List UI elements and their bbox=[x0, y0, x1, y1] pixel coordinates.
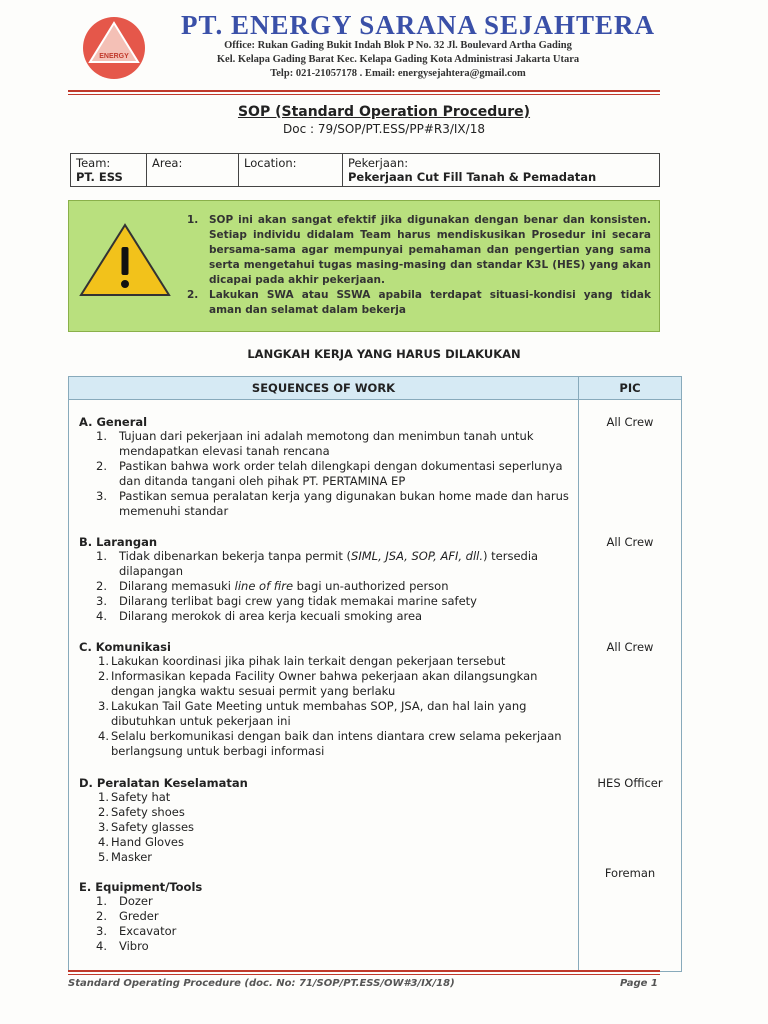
list-item: 4. Dilarang merokok di area kerja kecuali smoking area bbox=[96, 609, 423, 623]
team-label: Team: bbox=[76, 156, 111, 170]
header-rule bbox=[68, 90, 660, 92]
team-cell bbox=[71, 154, 147, 186]
location-label: Location: bbox=[244, 156, 297, 170]
team-info-table bbox=[70, 153, 660, 187]
company-address-line2: Kel. Kelapa Gading Barat Kec. Kelapa Gading Kota Administrasi Jakarta Utara bbox=[216, 54, 580, 65]
list-item: 2. Dilarang memasuki line of fire bagi un-authorized person bbox=[96, 579, 449, 593]
area-cell bbox=[147, 154, 239, 186]
list-item: 3. Excavator bbox=[96, 924, 177, 938]
list-item: 3. Pastikan semua peralatan kerja yang digunakan bukan home made dan harus memenuhi standar bbox=[96, 489, 569, 518]
team-value: PT. ESS bbox=[76, 170, 123, 184]
location-cell bbox=[239, 154, 343, 186]
company-name: PT. ENERGY SARANA SEJAHTERA bbox=[180, 10, 656, 40]
pic-general: All Crew bbox=[606, 415, 654, 429]
pic-equipment: Foreman bbox=[604, 866, 656, 880]
footer-rule-thin bbox=[68, 974, 660, 975]
list-item: 2. Safety shoes bbox=[98, 805, 185, 819]
warning-item-text: Lakukan SWA atau SSWA apabila terdapat situasi-kondisi yang tidak aman dan selamat dalam bekerja bbox=[209, 289, 651, 316]
section-peralatan bbox=[79, 776, 569, 865]
section-general bbox=[79, 415, 569, 519]
section-larangan bbox=[79, 535, 569, 624]
warning-item: 1. SOP ini akan sangat efektif jika digunakan dengan benar dan konsisten. Setiap individu didalam Team harus mendiskusikan Prosedur ini secara bersama-sama agar mempunyai pemahaman dan pengertian yang sama serta mengetahui tugas masing-masing dan standar K3L (HES) yang akan dicapai pada akhir pekerjaan. bbox=[187, 214, 651, 286]
list-item: 2. Greder bbox=[96, 909, 159, 923]
footer-page-number: Page 1 bbox=[620, 978, 658, 989]
pic-komunikasi: All Crew bbox=[606, 640, 654, 654]
job-cell bbox=[343, 154, 659, 186]
pic-larangan: All Crew bbox=[606, 535, 654, 549]
section-title: C. Komunikasi bbox=[79, 640, 171, 654]
footer-rule bbox=[68, 970, 660, 972]
column-divider bbox=[578, 377, 579, 971]
warning-box bbox=[68, 200, 660, 332]
list-item: 4. Vibro bbox=[96, 939, 149, 953]
list-item: 2. Pastikan bahwa work order telah dilengkapi dengan dokumentasi seperlunya dan ditanda tangani oleh pihak PT. PERTAMINA EP bbox=[96, 459, 563, 488]
list-item: 5. Masker bbox=[98, 850, 153, 864]
warning-item-text: SOP ini akan sangat efektif jika digunakan dengan benar dan konsisten. Setiap individu didalam Team harus mendiskusikan Prosedur ini secara bersama-sama agar mempunyai pemahaman dan pengertian yang sama serta mengetahui tugas masing-masing dan standar K3L (HES) yang akan dicapai pada akhir pekerjaan. bbox=[209, 214, 651, 286]
section-title: E. Equipment/Tools bbox=[79, 880, 203, 894]
column-header-sequences: SEQUENCES OF WORK bbox=[251, 381, 396, 395]
sequences-table bbox=[68, 376, 682, 972]
column-header-pic: PIC bbox=[619, 381, 641, 395]
section-title: D. Peralatan Keselamatan bbox=[79, 776, 248, 790]
list-item: 3. Safety glasses bbox=[98, 820, 195, 834]
section-equipment bbox=[79, 880, 569, 954]
list-item: 3. Lakukan Tail Gate Meeting untuk membahas SOP, JSA, dan hal lain yang dibutuhkan untuk pekerjaan ini bbox=[98, 699, 527, 728]
warning-triangle-icon bbox=[77, 221, 173, 299]
job-value: Pekerjaan Cut Fill Tanah & Pemadatan bbox=[348, 170, 597, 184]
area-label: Area: bbox=[152, 156, 183, 170]
list-item: 4. Selalu berkomunikasi dengan baik dan intens diantara crew selama pekerjaan berlangsung untuk berbagi informasi bbox=[98, 729, 562, 758]
section-title: B. Larangan bbox=[79, 535, 158, 549]
section-komunikasi bbox=[79, 640, 569, 759]
warning-item: 2. Lakukan SWA atau SSWA apabila terdapat situasi-kondisi yang tidak aman dan selamat dalam bekerja bbox=[187, 289, 651, 316]
document-title: SOP (Standard Operation Procedure) bbox=[237, 104, 531, 120]
footer-doc-reference: Standard Operating Procedure (doc. No: 71/SOP/PT.ESS/OW#3/IX/18) bbox=[68, 978, 455, 989]
section-title: A. General bbox=[79, 415, 148, 429]
pic-peralatan: HES Officer bbox=[597, 776, 663, 790]
company-logo bbox=[76, 12, 160, 82]
header-rule-thin bbox=[68, 94, 660, 95]
company-address-line1: Office: Rukan Gading Bukit Indah Blok P No. 32 Jl. Boulevard Artha Gading bbox=[224, 40, 572, 51]
section-heading: LANGKAH KERJA YANG HARUS DILAKUKAN bbox=[247, 347, 521, 361]
list-item: 4. Hand Gloves bbox=[98, 835, 184, 849]
list-item: 1. Safety hat bbox=[98, 790, 171, 804]
list-item: 3. Dilarang terlibat bagi crew yang tidak memakai marine safety bbox=[96, 594, 477, 608]
job-label: Pekerjaan: bbox=[348, 156, 409, 170]
document-number: Doc : 79/SOP/PT.ESS/PP#R3/IX/18 bbox=[283, 122, 485, 136]
list-item: 1. Tidak dibenarkan bekerja tanpa permit (SIML, JSA, SOP, AFI, dll.) tersedia dilapangan bbox=[96, 549, 539, 578]
list-item: 1. Tujuan dari pekerjaan ini adalah memotong dan menimbun tanah untuk mendapatkan elevasi tanah rencana bbox=[96, 429, 534, 458]
warning-list bbox=[181, 213, 651, 318]
list-item: 1. Dozer bbox=[96, 894, 153, 908]
list-item: 1. Lakukan koordinasi jika pihak lain terkait dengan pekerjaan tersebut bbox=[98, 654, 506, 668]
list-item: 2. Informasikan kepada Facility Owner bahwa pekerjaan akan dilangsungkan dengan jangka waktu sesuai permit yang berlaku bbox=[98, 669, 538, 698]
table-header bbox=[69, 377, 681, 400]
company-contact: Telp: 021-21057178 . Email: energysejahtera@gmail.com bbox=[270, 68, 526, 79]
logo-text: ENERGY bbox=[99, 53, 129, 60]
